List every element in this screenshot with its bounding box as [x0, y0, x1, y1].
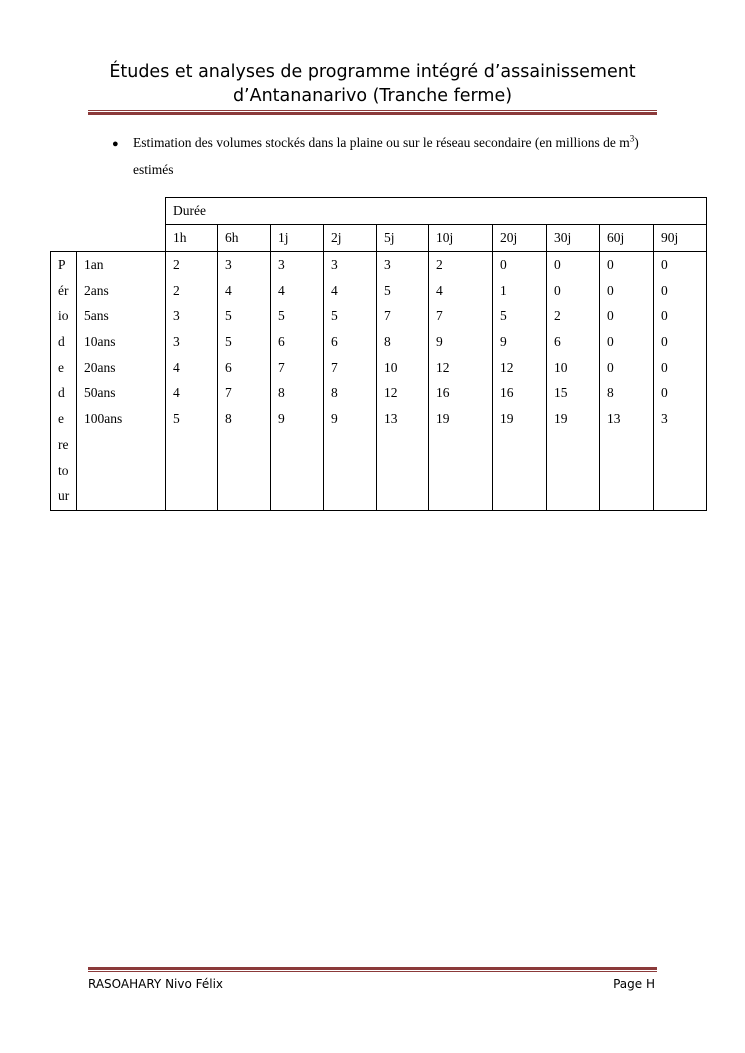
page-header-title: [90, 60, 655, 108]
table-cell-value: 7: [278, 359, 285, 375]
column-header: 10j: [429, 225, 493, 252]
caption-superscript: 3: [629, 133, 635, 144]
table-cell-value: 9: [500, 334, 507, 350]
table-cell-value: 0: [607, 359, 614, 375]
table-cell-value: 12: [436, 359, 450, 375]
footer-rule-thick: [88, 967, 657, 970]
period-label-fragment: e: [58, 411, 64, 427]
footer-author: RASOAHARY Nivo Félix: [88, 977, 224, 991]
table-cell-value: 7: [436, 308, 443, 324]
table-cell-value: 0: [607, 282, 614, 298]
table-cell-value: 8: [607, 385, 614, 401]
caption-text-end: ) estimés: [133, 135, 639, 177]
table-cell-value: 7: [331, 359, 338, 375]
table-duration-header-row: [51, 198, 707, 225]
table-cell-value: 4: [173, 359, 180, 375]
return-period-label: 5ans: [84, 308, 109, 324]
table-cell-value: 4: [436, 282, 443, 298]
table-cell-value: 13: [607, 411, 621, 427]
column-header: 6h: [218, 225, 271, 252]
return-period-label: 20ans: [84, 359, 116, 375]
return-period-label: 10ans: [84, 334, 116, 350]
period-label-fragment: ér: [58, 282, 69, 298]
period-label-fragment: io: [58, 308, 69, 324]
table-cell-value: 3: [661, 411, 668, 427]
value-column-5j: [377, 252, 429, 511]
table-cell-value: 2: [173, 257, 180, 272]
table-column-header-row: [51, 225, 707, 252]
table-cell-value: 1: [500, 282, 507, 298]
table-cell-value: 2: [436, 257, 443, 272]
period-label-fragment: to: [58, 462, 69, 478]
table-cell-value: 3: [225, 257, 232, 272]
value-column-1j: [271, 252, 324, 511]
table-cell-value: 9: [278, 411, 285, 427]
column-header: 2j: [324, 225, 377, 252]
table-cell-value: 5: [278, 308, 285, 324]
table-cell-value: 8: [384, 334, 391, 350]
column-header: 1j: [271, 225, 324, 252]
table-cell-value: 3: [173, 308, 180, 324]
table-cell-value: 5: [384, 282, 391, 298]
column-header: 1h: [166, 225, 218, 252]
table-cell-value: 8: [331, 385, 338, 401]
value-column-30j: [547, 252, 600, 511]
header-rule-thick: [88, 112, 657, 115]
table-cell-value: 16: [436, 385, 450, 401]
table-cell-value: 12: [500, 359, 514, 375]
table-cell-value: 15: [554, 385, 568, 401]
table-cell-value: 10: [554, 359, 568, 375]
return-period-label: 100ans: [84, 411, 123, 427]
table-cell-value: 3: [384, 257, 391, 272]
table-cell-value: 7: [384, 308, 391, 324]
period-label-fragment: d: [58, 385, 65, 401]
table-cell-value: 0: [661, 257, 668, 272]
table-cell-value: 3: [331, 257, 338, 272]
column-header: 90j: [654, 225, 707, 252]
table-cell-value: 4: [173, 385, 180, 401]
footer-rule-thin: [88, 971, 657, 972]
table-body-row: [51, 252, 707, 511]
value-column-60j: [600, 252, 654, 511]
table-cell-value: 19: [554, 411, 568, 427]
table-blank-cell: [77, 225, 166, 252]
table-cell-value: 0: [661, 282, 668, 298]
table-blank-cell: [51, 225, 77, 252]
header-rule-thin: [88, 110, 657, 111]
header-title-line-1: Études et analyses de programme intégré d’assainissement: [109, 62, 636, 82]
table-cell-value: 5: [331, 308, 338, 324]
table-cell-value: 10: [384, 359, 398, 375]
table-cell-value: 0: [554, 257, 561, 272]
return-period-label: 2ans: [84, 282, 109, 298]
table-cell-value: 0: [554, 282, 561, 298]
column-header: 20j: [493, 225, 547, 252]
table-cell-value: 7: [225, 385, 232, 401]
value-column-1h: [166, 252, 218, 511]
table-cell-value: 8: [225, 411, 232, 427]
return-period-label: 1an: [84, 257, 104, 272]
column-header: 30j: [547, 225, 600, 252]
value-column-90j: [654, 252, 707, 511]
table-cell-value: 0: [607, 257, 614, 272]
period-label-fragment: d: [58, 334, 65, 350]
header-title-line-2: d’Antananarivo (Tranche ferme): [232, 86, 513, 106]
table-cell-value: 3: [173, 334, 180, 350]
table-cell-value: 0: [500, 257, 507, 272]
bullet-icon: ●: [112, 138, 119, 150]
period-label-fragment: re: [58, 436, 69, 452]
table-cell-value: 5: [225, 308, 232, 324]
table-cell-value: 9: [331, 411, 338, 427]
table-cell-value: 4: [225, 282, 232, 298]
duration-header: Durée: [166, 198, 707, 225]
table-blank-cell: [51, 198, 77, 225]
table-cell-value: 6: [225, 359, 232, 375]
table-cell-value: 0: [661, 359, 668, 375]
table-cell-value: 6: [278, 334, 285, 350]
table-cell-value: 6: [331, 334, 338, 350]
caption-text: Estimation des volumes stockés dans la plaine ou sur le réseau secondaire (en millions de m: [133, 135, 630, 150]
table-blank-cell: [77, 198, 166, 225]
table-cell-value: 5: [173, 411, 180, 427]
value-column-2j: [324, 252, 377, 511]
table-cell-value: 2: [173, 282, 180, 298]
table-cell-value: 0: [607, 334, 614, 350]
table-cell-value: 5: [500, 308, 507, 324]
table-cell-value: 0: [661, 334, 668, 350]
return-period-label: 50ans: [84, 385, 116, 401]
table-cell-value: 12: [384, 385, 398, 401]
column-header: 60j: [600, 225, 654, 252]
table-cell-value: 9: [436, 334, 443, 350]
table-caption: [133, 129, 663, 183]
return-period-cell: [77, 252, 166, 511]
period-label-fragment: ur: [58, 488, 70, 504]
table-cell-value: 3: [278, 257, 285, 272]
table-cell-value: 13: [384, 411, 398, 427]
table-cell-value: 5: [225, 334, 232, 350]
table-cell-value: 4: [278, 282, 285, 298]
storage-volume-table: [50, 197, 707, 511]
footer-page-number: Page H: [613, 977, 655, 991]
value-column-10j: [429, 252, 493, 511]
table-cell-value: 4: [331, 282, 338, 298]
table-cell-value: 19: [436, 411, 450, 427]
table-cell-value: 19: [500, 411, 514, 427]
value-column-20j: [493, 252, 547, 511]
table-cell-value: 6: [554, 334, 561, 350]
table-cell-value: 0: [607, 308, 614, 324]
period-label-fragment: P: [58, 257, 66, 272]
table-cell-value: 16: [500, 385, 514, 401]
table-cell-value: 0: [661, 308, 668, 324]
column-header: 5j: [377, 225, 429, 252]
period-label-cell: [51, 252, 77, 511]
table-cell-value: 8: [278, 385, 285, 401]
period-label-fragment: e: [58, 359, 64, 375]
table-cell-value: 0: [661, 385, 668, 401]
table-cell-value: 2: [554, 308, 561, 324]
value-column-6h: [218, 252, 271, 511]
